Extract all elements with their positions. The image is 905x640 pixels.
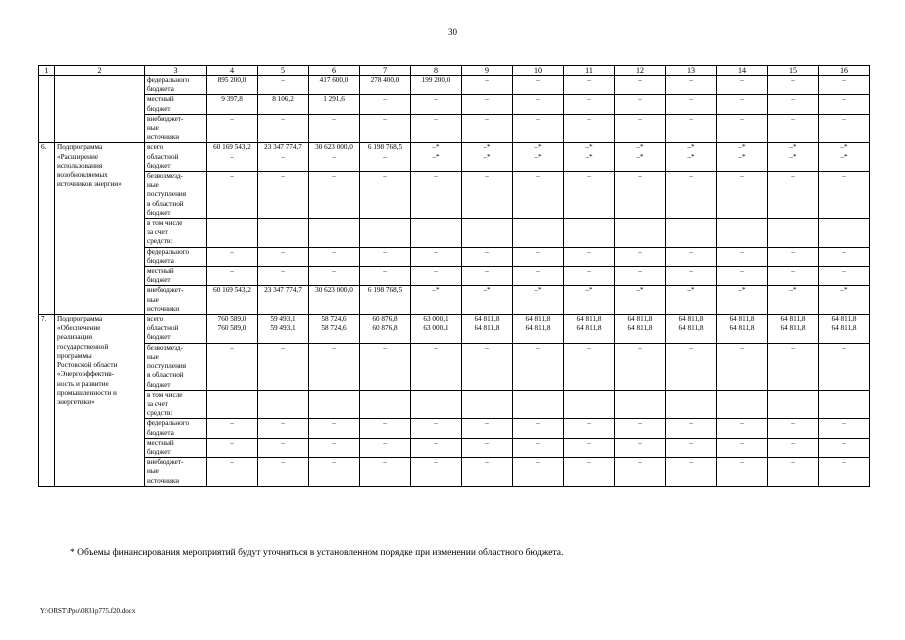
value-cell: – [360,267,411,286]
funding-source-cell: федерального бюджета [145,419,207,438]
value-cell: – [309,267,360,286]
value-cell: – [411,438,462,457]
value-cell: 60 169 543,2 [207,286,258,315]
value-cell: – [564,114,615,143]
value-cell: – [360,343,411,390]
value-cell: – [564,419,615,438]
value-cell [615,219,666,248]
value-cell: – [666,95,717,114]
value-cell: – [258,419,309,438]
funding-source-cell: в том числе за счет средств: [145,219,207,248]
column-header: 13 [666,66,717,76]
value-cell: – [462,343,513,390]
column-header: 15 [768,66,819,76]
value-cell [819,219,870,248]
column-header: 1 [39,66,55,76]
value-cell: 64 811,8 64 811,8 [768,315,819,344]
value-cell: – [768,458,819,487]
column-header: 11 [564,66,615,76]
table-row [39,458,870,487]
value-cell: – [819,419,870,438]
value-cell: – [819,114,870,143]
value-cell: – [717,114,768,143]
value-cell: 60 876,8 60 876,8 [360,315,411,344]
value-cell: – [768,95,819,114]
value-cell: – [513,247,564,266]
value-cell [819,390,870,419]
value-cell: –* –* [666,143,717,172]
funding-source-cell: федерального бюджета [145,247,207,266]
value-cell: – [666,419,717,438]
value-cell: – [258,247,309,266]
value-cell: 30 623 000,0 [309,286,360,315]
column-header: 12 [615,66,666,76]
value-cell: 64 811,8 64 811,8 [819,315,870,344]
value-cell: – [768,343,819,390]
table-row [39,438,870,457]
value-cell: –* [462,286,513,315]
value-cell: 417 600,0 [309,76,360,95]
value-cell: – [819,76,870,95]
value-cell: – [564,172,615,219]
value-cell: – [360,438,411,457]
column-header: 8 [411,66,462,76]
value-cell: – [513,95,564,114]
value-cell: –* [615,286,666,315]
value-cell: – [513,76,564,95]
value-cell [513,390,564,419]
value-cell [258,390,309,419]
value-cell: – [462,419,513,438]
funding-source-cell: безвозмезд- ные поступления в областной бюджет [145,172,207,219]
value-cell [462,219,513,248]
table-row [39,390,870,419]
value-cell: – [258,438,309,457]
value-cell [360,219,411,248]
value-cell: – [819,458,870,487]
value-cell: – [207,458,258,487]
column-header: 2 [55,66,145,76]
value-cell: – [411,247,462,266]
table-row [39,172,870,219]
value-cell: – [819,247,870,266]
value-cell: – [768,419,819,438]
value-cell: – [666,76,717,95]
value-cell: –* [666,286,717,315]
value-cell: – [309,438,360,457]
value-cell [564,390,615,419]
value-cell: – [207,419,258,438]
column-header: 16 [819,66,870,76]
value-cell: – [258,114,309,143]
value-cell: – [666,247,717,266]
value-cell: – [513,419,564,438]
value-cell: – [564,438,615,457]
value-cell: – [615,438,666,457]
value-cell: – [411,172,462,219]
funding-source-cell: местный бюджет [145,438,207,457]
value-cell: – [462,95,513,114]
value-cell: –* –* [819,143,870,172]
value-cell: – [564,95,615,114]
table-row [39,95,870,114]
value-cell: – [666,458,717,487]
funding-source-cell: местный бюджет [145,95,207,114]
value-cell [411,390,462,419]
column-header: 4 [207,66,258,76]
value-cell [768,390,819,419]
funding-source-cell: местный бюджет [145,267,207,286]
value-cell: 23 347 774,7 [258,286,309,315]
value-cell: – [258,458,309,487]
value-cell: – [513,267,564,286]
value-cell [666,390,717,419]
value-cell [717,390,768,419]
value-cell: – [768,247,819,266]
value-cell [309,390,360,419]
value-cell: 30 623 000,0 – [309,143,360,172]
value-cell: –* [564,286,615,315]
value-cell: – [819,95,870,114]
value-cell: 199 200,0 [411,76,462,95]
value-cell: – [615,343,666,390]
table-row [39,76,870,95]
value-cell: – [717,172,768,219]
value-cell [258,219,309,248]
footnote: * Объемы финансирования мероприятий будут уточняться в установленном порядке при изменении областного бюджета. [70,548,564,558]
value-cell: – [258,76,309,95]
value-cell: – [666,172,717,219]
value-cell: – [207,267,258,286]
program-name: Подпрограмма «Расширение использования возобновляемых источников энергии» [55,143,145,315]
value-cell: –* –* [615,143,666,172]
value-cell: – [411,343,462,390]
value-cell: – [309,419,360,438]
value-cell: – [360,172,411,219]
value-cell: 895 200,0 [207,76,258,95]
funding-source-cell: федерального бюджета [145,76,207,95]
value-cell: –* [411,286,462,315]
value-cell: –* –* [513,143,564,172]
value-cell: – [258,267,309,286]
value-cell: – [513,438,564,457]
value-cell: – [564,267,615,286]
value-cell: – [564,247,615,266]
value-cell: – [462,114,513,143]
value-cell [768,219,819,248]
program-name: Подпрограмма «Обеспечение реализации государственной программы Ростовской области «Энергоэффектив- ность и развитие промышленности и энергетики» [55,315,145,487]
value-cell: –* –* [564,143,615,172]
value-cell: – [360,95,411,114]
program-number: 7. [39,315,55,487]
value-cell: – [615,76,666,95]
value-cell: 64 811,8 64 811,8 [462,315,513,344]
value-cell: – [564,343,615,390]
value-cell: –* –* [717,143,768,172]
value-cell: – [462,438,513,457]
funding-source-cell: безвозмезд- ные поступления в областной бюджет [145,343,207,390]
value-cell: –* [513,286,564,315]
value-cell: 6 198 768,5 [360,286,411,315]
value-cell: 64 811,8 64 811,8 [564,315,615,344]
value-cell: – [360,458,411,487]
value-cell: – [717,267,768,286]
value-cell: – [666,343,717,390]
value-cell: – [462,458,513,487]
value-cell [615,390,666,419]
value-cell [666,219,717,248]
value-cell: –* –* [768,143,819,172]
value-cell: – [666,438,717,457]
value-cell: – [207,172,258,219]
value-cell: 278 400,0 [360,76,411,95]
value-cell [309,219,360,248]
value-cell: – [411,95,462,114]
value-cell: – [462,76,513,95]
value-cell: – [513,172,564,219]
value-cell: – [411,114,462,143]
value-cell: 64 811,8 64 811,8 [717,315,768,344]
value-cell [207,219,258,248]
value-cell: – [207,114,258,143]
value-cell: – [819,267,870,286]
value-cell [717,219,768,248]
value-cell: – [411,458,462,487]
table-row [39,286,870,315]
value-cell: –* [717,286,768,315]
value-cell: 1 291,6 [309,95,360,114]
column-header: 7 [360,66,411,76]
value-cell [411,219,462,248]
value-cell: 64 811,8 64 811,8 [615,315,666,344]
value-cell: – [360,419,411,438]
value-cell: – [666,267,717,286]
value-cell: 760 589,0 760 589,0 [207,315,258,344]
page-number: 30 [448,27,457,37]
value-cell: – [411,267,462,286]
value-cell: – [309,114,360,143]
value-cell: – [717,247,768,266]
program-name-cell [55,76,145,143]
value-cell: – [462,172,513,219]
table-row [39,267,870,286]
value-cell: – [309,343,360,390]
file-path: Y:\ORST\Ppo\0831p775.f20.docx [40,607,136,615]
value-cell: – [666,114,717,143]
value-cell: 64 811,8 64 811,8 [513,315,564,344]
value-cell: – [360,247,411,266]
value-cell: – [564,76,615,95]
value-cell: – [207,343,258,390]
value-cell: 59 493,1 59 493,1 [258,315,309,344]
table-row [39,419,870,438]
budget-table [38,65,870,487]
header-row [39,66,870,76]
funding-source-cell: внебюджет- ные источники [145,286,207,315]
funding-source-cell: всего областной бюджет [145,315,207,344]
value-cell: – [819,172,870,219]
value-cell: –* [768,286,819,315]
value-cell: – [258,343,309,390]
value-cell: – [513,343,564,390]
value-cell: –* [819,286,870,315]
value-cell: – [207,438,258,457]
value-cell: – [717,438,768,457]
value-cell: – [819,438,870,457]
row-number-cell [39,76,55,143]
funding-source-cell: в том числе за счет средств: [145,390,207,419]
value-cell: – [615,267,666,286]
value-cell: – [717,76,768,95]
table-row [39,315,870,344]
value-cell: – [615,458,666,487]
value-cell: 64 811,8 64 811,8 [666,315,717,344]
value-cell: 8 106,2 [258,95,309,114]
funding-source-cell: внебюджет- ные источники [145,114,207,143]
value-cell: 58 724,6 58 724,6 [309,315,360,344]
value-cell: – [717,419,768,438]
table-row [39,247,870,266]
value-cell: – [309,247,360,266]
value-cell: 60 169 543,2 – [207,143,258,172]
value-cell: 23 347 774,7 – [258,143,309,172]
value-cell: 9 397,8 [207,95,258,114]
value-cell: – [207,247,258,266]
value-cell: – [717,343,768,390]
value-cell: – [819,343,870,390]
value-cell: – [768,267,819,286]
value-cell: – [615,114,666,143]
value-cell: – [768,114,819,143]
value-cell: – [615,247,666,266]
value-cell: 6 198 768,5 – [360,143,411,172]
value-cell: – [513,114,564,143]
value-cell [207,390,258,419]
value-cell: – [309,172,360,219]
value-cell: – [258,172,309,219]
value-cell: – [513,458,564,487]
value-cell: – [462,247,513,266]
funding-source-cell: всего областной бюджет [145,143,207,172]
program-number: 6. [39,143,55,315]
value-cell [564,219,615,248]
value-cell: – [768,438,819,457]
funding-source-cell: внебюджет- ные источники [145,458,207,487]
value-cell: – [309,458,360,487]
value-cell: 63 000,1 63 000,1 [411,315,462,344]
value-cell: –* –* [411,143,462,172]
value-cell: – [717,458,768,487]
value-cell: – [615,95,666,114]
column-header: 6 [309,66,360,76]
value-cell [360,390,411,419]
column-header: 3 [145,66,207,76]
column-header: 5 [258,66,309,76]
value-cell: –* –* [462,143,513,172]
column-header: 10 [513,66,564,76]
value-cell [513,219,564,248]
value-cell: – [615,419,666,438]
value-cell: – [768,172,819,219]
value-cell [462,390,513,419]
table-row [39,219,870,248]
table-row [39,143,870,172]
value-cell: – [564,458,615,487]
value-cell: – [768,76,819,95]
table-row [39,343,870,390]
value-cell: – [615,172,666,219]
value-cell: – [462,267,513,286]
table-row [39,114,870,143]
value-cell: – [411,419,462,438]
column-header: 9 [462,66,513,76]
column-header: 14 [717,66,768,76]
value-cell: – [360,114,411,143]
value-cell: – [717,95,768,114]
